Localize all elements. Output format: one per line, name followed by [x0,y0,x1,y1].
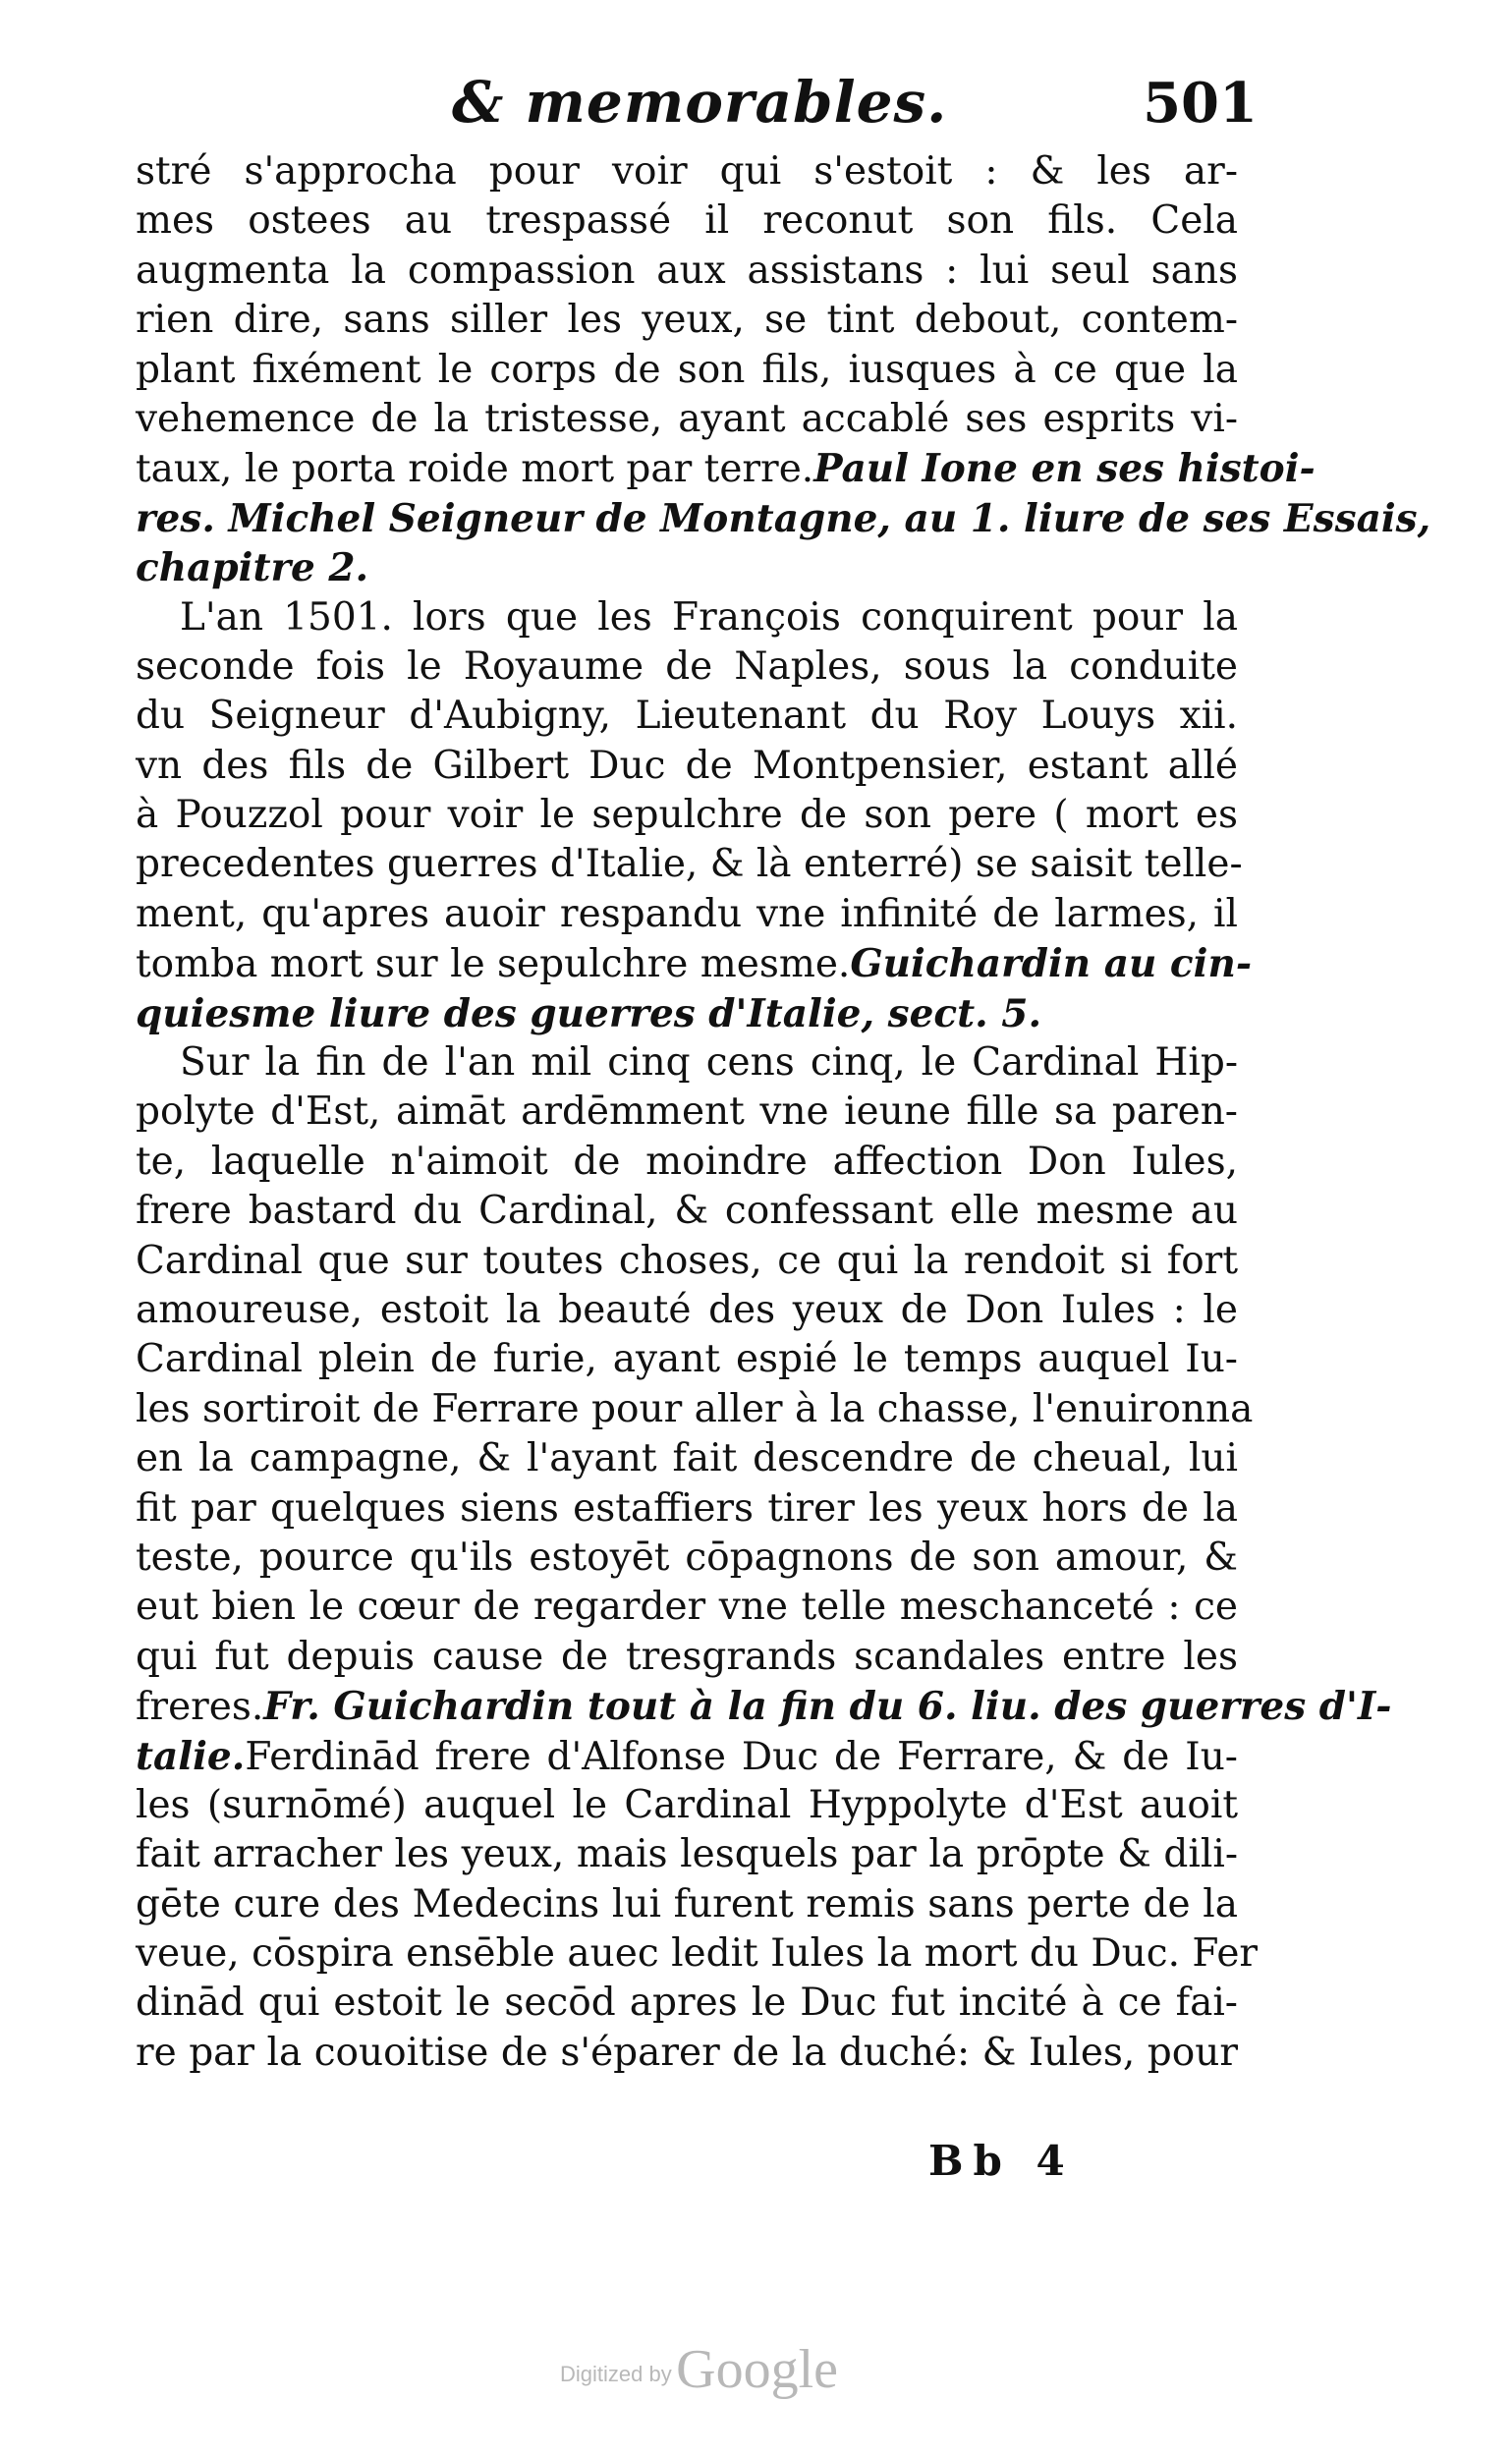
text-line: polyte d'Est, aimāt ardēmment vne ieune fille sa paren- [136,1089,1238,1135]
text-line: fait arracher les yeux, mais lesquels par la prōpte & dili- [136,1832,1238,1877]
text-line: talie.Ferdinād frere d'Alfonse Duc de Ferrare, & de Iu- [136,1733,1238,1779]
watermark-prefix: Digitized by [560,2362,672,2386]
running-title: & memorables. [452,69,948,136]
text-line: ment, qu'apres auoir respandu vne infinité de larmes, il [136,891,1238,936]
text-line: gēte cure des Medecins lui furent remis sans perte de la [136,1881,1238,1926]
text-line: freres.Fr. Guichardin tout à la fin du 6. liu. des guerres d'I- [136,1684,1392,1730]
citation: Fr. Guichardin tout à la fin du 6. liu. des guerres d'I- [263,1684,1392,1730]
citation: Paul Ione en ses histoi- [813,446,1316,492]
citation: talie. [136,1733,246,1779]
text-line: frere bastard du Cardinal, & confessant elle mesme au [136,1189,1238,1234]
citation: res. Michel Seigneur de Montagne, au 1. liure de ses Essais, [136,495,1431,541]
citation: Guichardin au cin- [850,941,1253,987]
text-line: vehemence de la tristesse, ayant accablé ses esprits vi- [136,396,1238,441]
text-line: seconde fois le Royaume de Naples, sous la conduite [136,643,1238,689]
page-number: 501 [1143,71,1258,136]
text-line: tomba mort sur le sepulchre mesme.Guichardin au cin- [136,941,1253,987]
page-header [128,69,1258,147]
text-line: Cardinal plein de furie, ayant espié le temps auquel Iu- [136,1337,1238,1382]
text-line: Sur la fin de l'an mil cinq cens cinq, le Cardinal Hip- [180,1040,1238,1086]
watermark-brand: Google [676,2339,839,2400]
text-line: Cardinal que sur toutes choses, ce qui la rendoit si fort [136,1238,1238,1283]
text-line: vn des fils de Gilbert Duc de Montpensier, estant allé [136,743,1238,788]
text-line: eut bien le cœur de regarder vne telle meschanceté : ce [136,1585,1238,1630]
text-line: plant fixément le corps de son fils, iusques à ce que la [136,347,1238,392]
text-line [136,989,1238,1038]
text-line: te, laquelle n'aimoit de moindre affection Don Iules, [136,1139,1238,1184]
body-text [136,147,1431,2078]
citation: quiesme liure des guerres d'Italie, sect. 5. [136,990,1042,1036]
digitized-watermark [560,2338,953,2401]
citation: chapitre 2. [136,545,369,591]
text-line: dinād qui estoit le secōd apres le Duc fut incité à ce fai- [136,1981,1238,2026]
text-line: rien dire, sans siller les yeux, se tint debout, contem- [136,298,1238,343]
text-line [136,494,1431,543]
signature-mark: Bb 4 [928,2137,1075,2185]
text-line: re par la couoitise de s'éparer de la duché: & Iules, pour [136,2030,1238,2075]
text-line: amoureuse, estoit la beauté des yeux de Don Iules : le [136,1287,1238,1332]
text-line: L'an 1501. lors que les François conquirent pour la [180,594,1238,640]
text-line: teste, pource qu'ils estoyēt cōpagnons de son amour, & [136,1535,1238,1580]
text-line: du Seigneur d'Aubigny, Lieutenant du Roy Louys xii. [136,694,1238,739]
text-line: stré s'approcha pour voir qui s'estoit : & les ar- [136,149,1238,194]
text-line: veue, cōspira ensēble auec ledit Iules la mort du Duc. Fer [136,1931,1259,1977]
text-line: les (surnōmé) auquel le Cardinal Hyppolyte d'Est auoit [136,1782,1238,1827]
text-line: augmenta la compassion aux assistans : lui seul sans [136,248,1238,293]
text-line: les sortiroit de Ferrare pour aller à la chasse, l'enuironna [136,1386,1254,1431]
text-line: en la campagne, & l'ayant fait descendre de cheual, lui [136,1436,1238,1481]
text-line: mes ostees au trespassé il reconut son fils. Cela [136,198,1238,244]
text-line: qui fut depuis cause de tresgrands scandales entre les [136,1634,1238,1679]
text-line: fit par quelques siens estaffiers tirer les yeux hors de la [136,1485,1238,1531]
text-line: precedentes guerres d'Italie, & là enterré) se saisit telle- [136,842,1243,887]
text-line: taux, le porta roide mort par terre.Paul Ione en ses histoi- [136,446,1316,492]
text-line: à Pouzzol pour voir le sepulchre de son pere ( mort es [136,793,1238,838]
text-line [136,543,1238,592]
